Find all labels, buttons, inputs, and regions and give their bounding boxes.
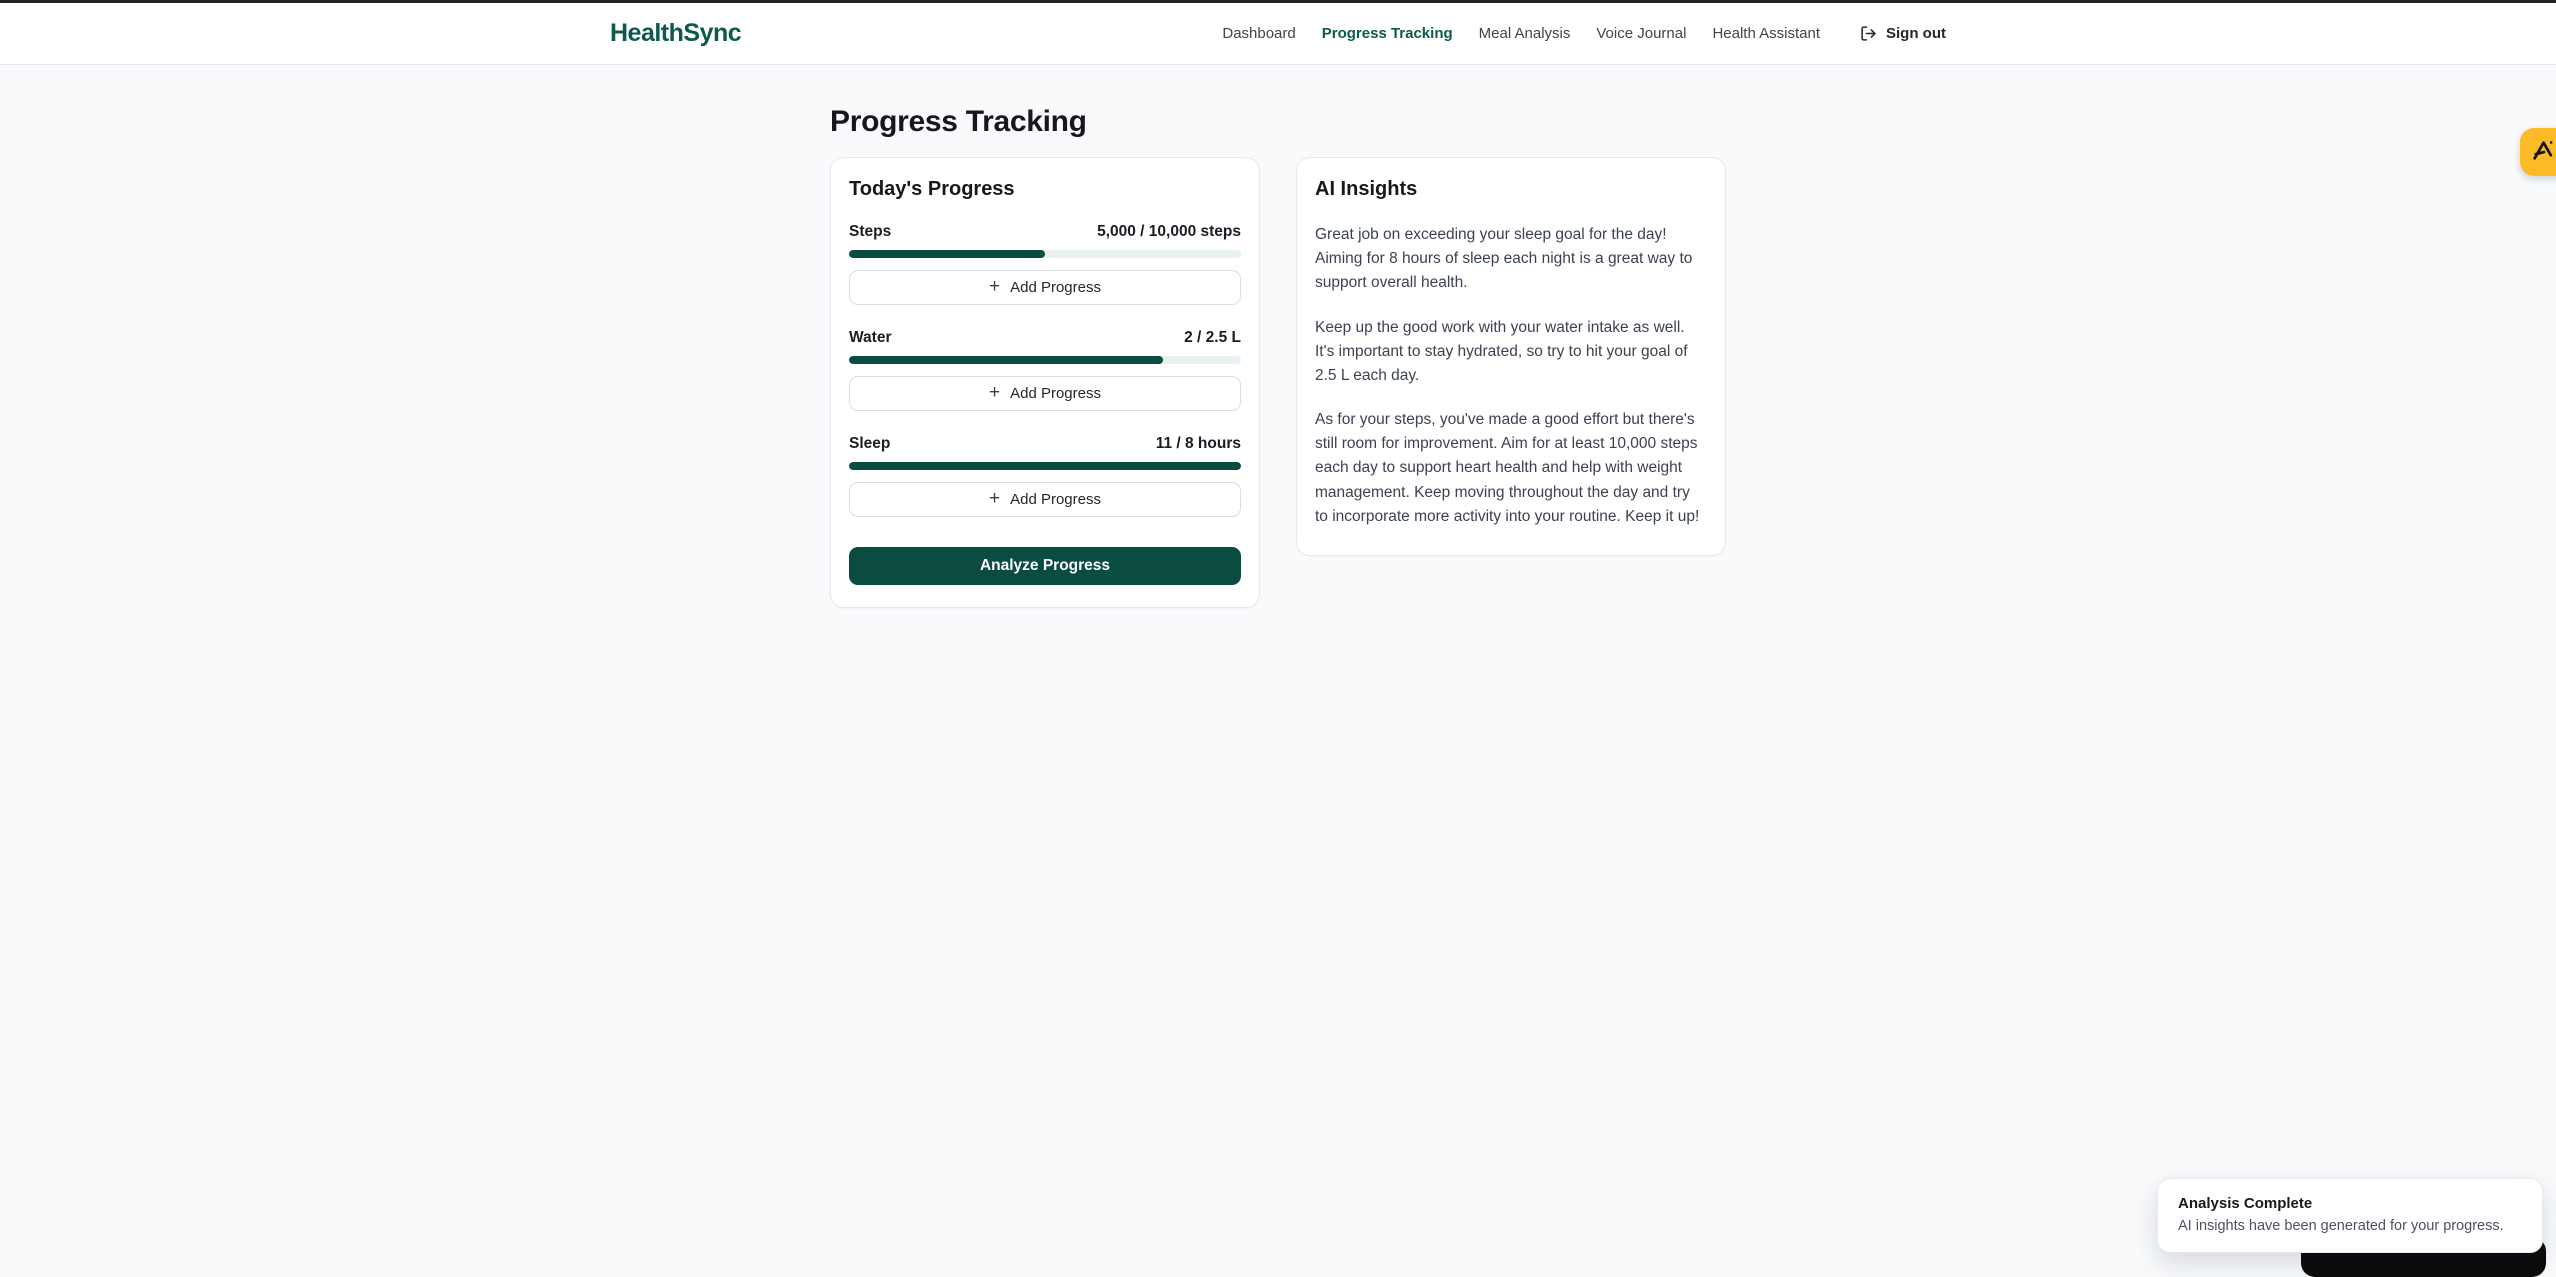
add-water-label: Add Progress (1010, 385, 1101, 402)
assistant-logo-icon (2530, 138, 2555, 166)
nav-item-health-assistant[interactable]: Health Assistant (1712, 25, 1820, 42)
progress-card-title: Today's Progress (849, 178, 1015, 200)
nav-item-voice-journal[interactable]: Voice Journal (1596, 25, 1687, 42)
sign-out-label: Sign out (1886, 25, 1946, 42)
metric-sleep-head (849, 435, 1241, 453)
analyze-progress-button[interactable]: Analyze Progress (849, 547, 1241, 585)
sign-out-button[interactable] (1860, 25, 1946, 42)
add-sleep-progress-button[interactable] (849, 482, 1241, 517)
plus-icon: + (989, 276, 1001, 297)
add-steps-label: Add Progress (1010, 279, 1101, 296)
metric-water (849, 329, 1241, 411)
assistant-floating-button[interactable] (2520, 128, 2556, 176)
toast-title: Analysis Complete (2178, 1195, 2313, 1212)
metric-sleep-label: Sleep (849, 435, 891, 452)
metric-steps-label: Steps (849, 223, 892, 240)
sleep-progress-bar (849, 462, 1241, 470)
insight-paragraph-steps: As for your steps, you've made a good effort but there's still room for improvement. Aim for at least 10,000 steps each day to support heart health and help with weight management. Keep moving throughout the day and try to incorporate more activity into your routine. Keep it up! (1315, 411, 1700, 525)
app-header (0, 3, 2556, 65)
add-sleep-label: Add Progress (1010, 491, 1101, 508)
page-content (830, 65, 1726, 608)
todays-progress-card (830, 157, 1260, 608)
logout-icon (1860, 25, 1877, 42)
metric-sleep (849, 435, 1241, 517)
page-title: Progress Tracking (830, 105, 1087, 138)
nav-item-meal-analysis[interactable]: Meal Analysis (1478, 25, 1571, 42)
header-inner (610, 3, 1946, 64)
nav-item-dashboard[interactable]: Dashboard (1222, 25, 1296, 42)
water-progress-fill (849, 356, 1163, 364)
metric-water-label: Water (849, 329, 892, 346)
steps-progress-bar (849, 250, 1241, 258)
metric-steps (849, 223, 1241, 305)
main-nav (1222, 25, 1946, 42)
steps-progress-fill (849, 250, 1045, 258)
toast-notification[interactable] (2157, 1178, 2543, 1253)
brand-logo[interactable]: HealthSync (610, 19, 742, 47)
metric-sleep-value: 11 / 8 hours (1155, 435, 1241, 452)
plus-icon: + (989, 382, 1001, 403)
plus-icon: + (989, 488, 1001, 509)
metric-water-value: 2 / 2.5 L (1184, 329, 1241, 346)
toast-message: AI insights have been generated for your progress. (2178, 1218, 2504, 1234)
nav-item-progress-tracking[interactable]: Progress Tracking (1321, 25, 1453, 42)
add-steps-progress-button[interactable] (849, 270, 1241, 305)
metric-steps-head (849, 223, 1241, 241)
cards-grid (830, 157, 1726, 608)
insights-card-title: AI Insights (1315, 178, 1418, 200)
insight-paragraph-sleep: Great job on exceeding your sleep goal for the day! Aiming for 8 hours of sleep each night is a great way to support overall health. (1315, 226, 1693, 292)
water-progress-bar (849, 356, 1241, 364)
ai-insights-card (1296, 157, 1726, 556)
sleep-progress-fill (849, 462, 1241, 470)
add-water-progress-button[interactable] (849, 376, 1241, 411)
metric-water-head (849, 329, 1241, 347)
metric-steps-value: 5,000 / 10,000 steps (1097, 223, 1241, 240)
insight-paragraph-water: Keep up the good work with your water intake as well. It's important to stay hydrated, so try to hit your goal of 2.5 L each day. (1315, 318, 1688, 384)
